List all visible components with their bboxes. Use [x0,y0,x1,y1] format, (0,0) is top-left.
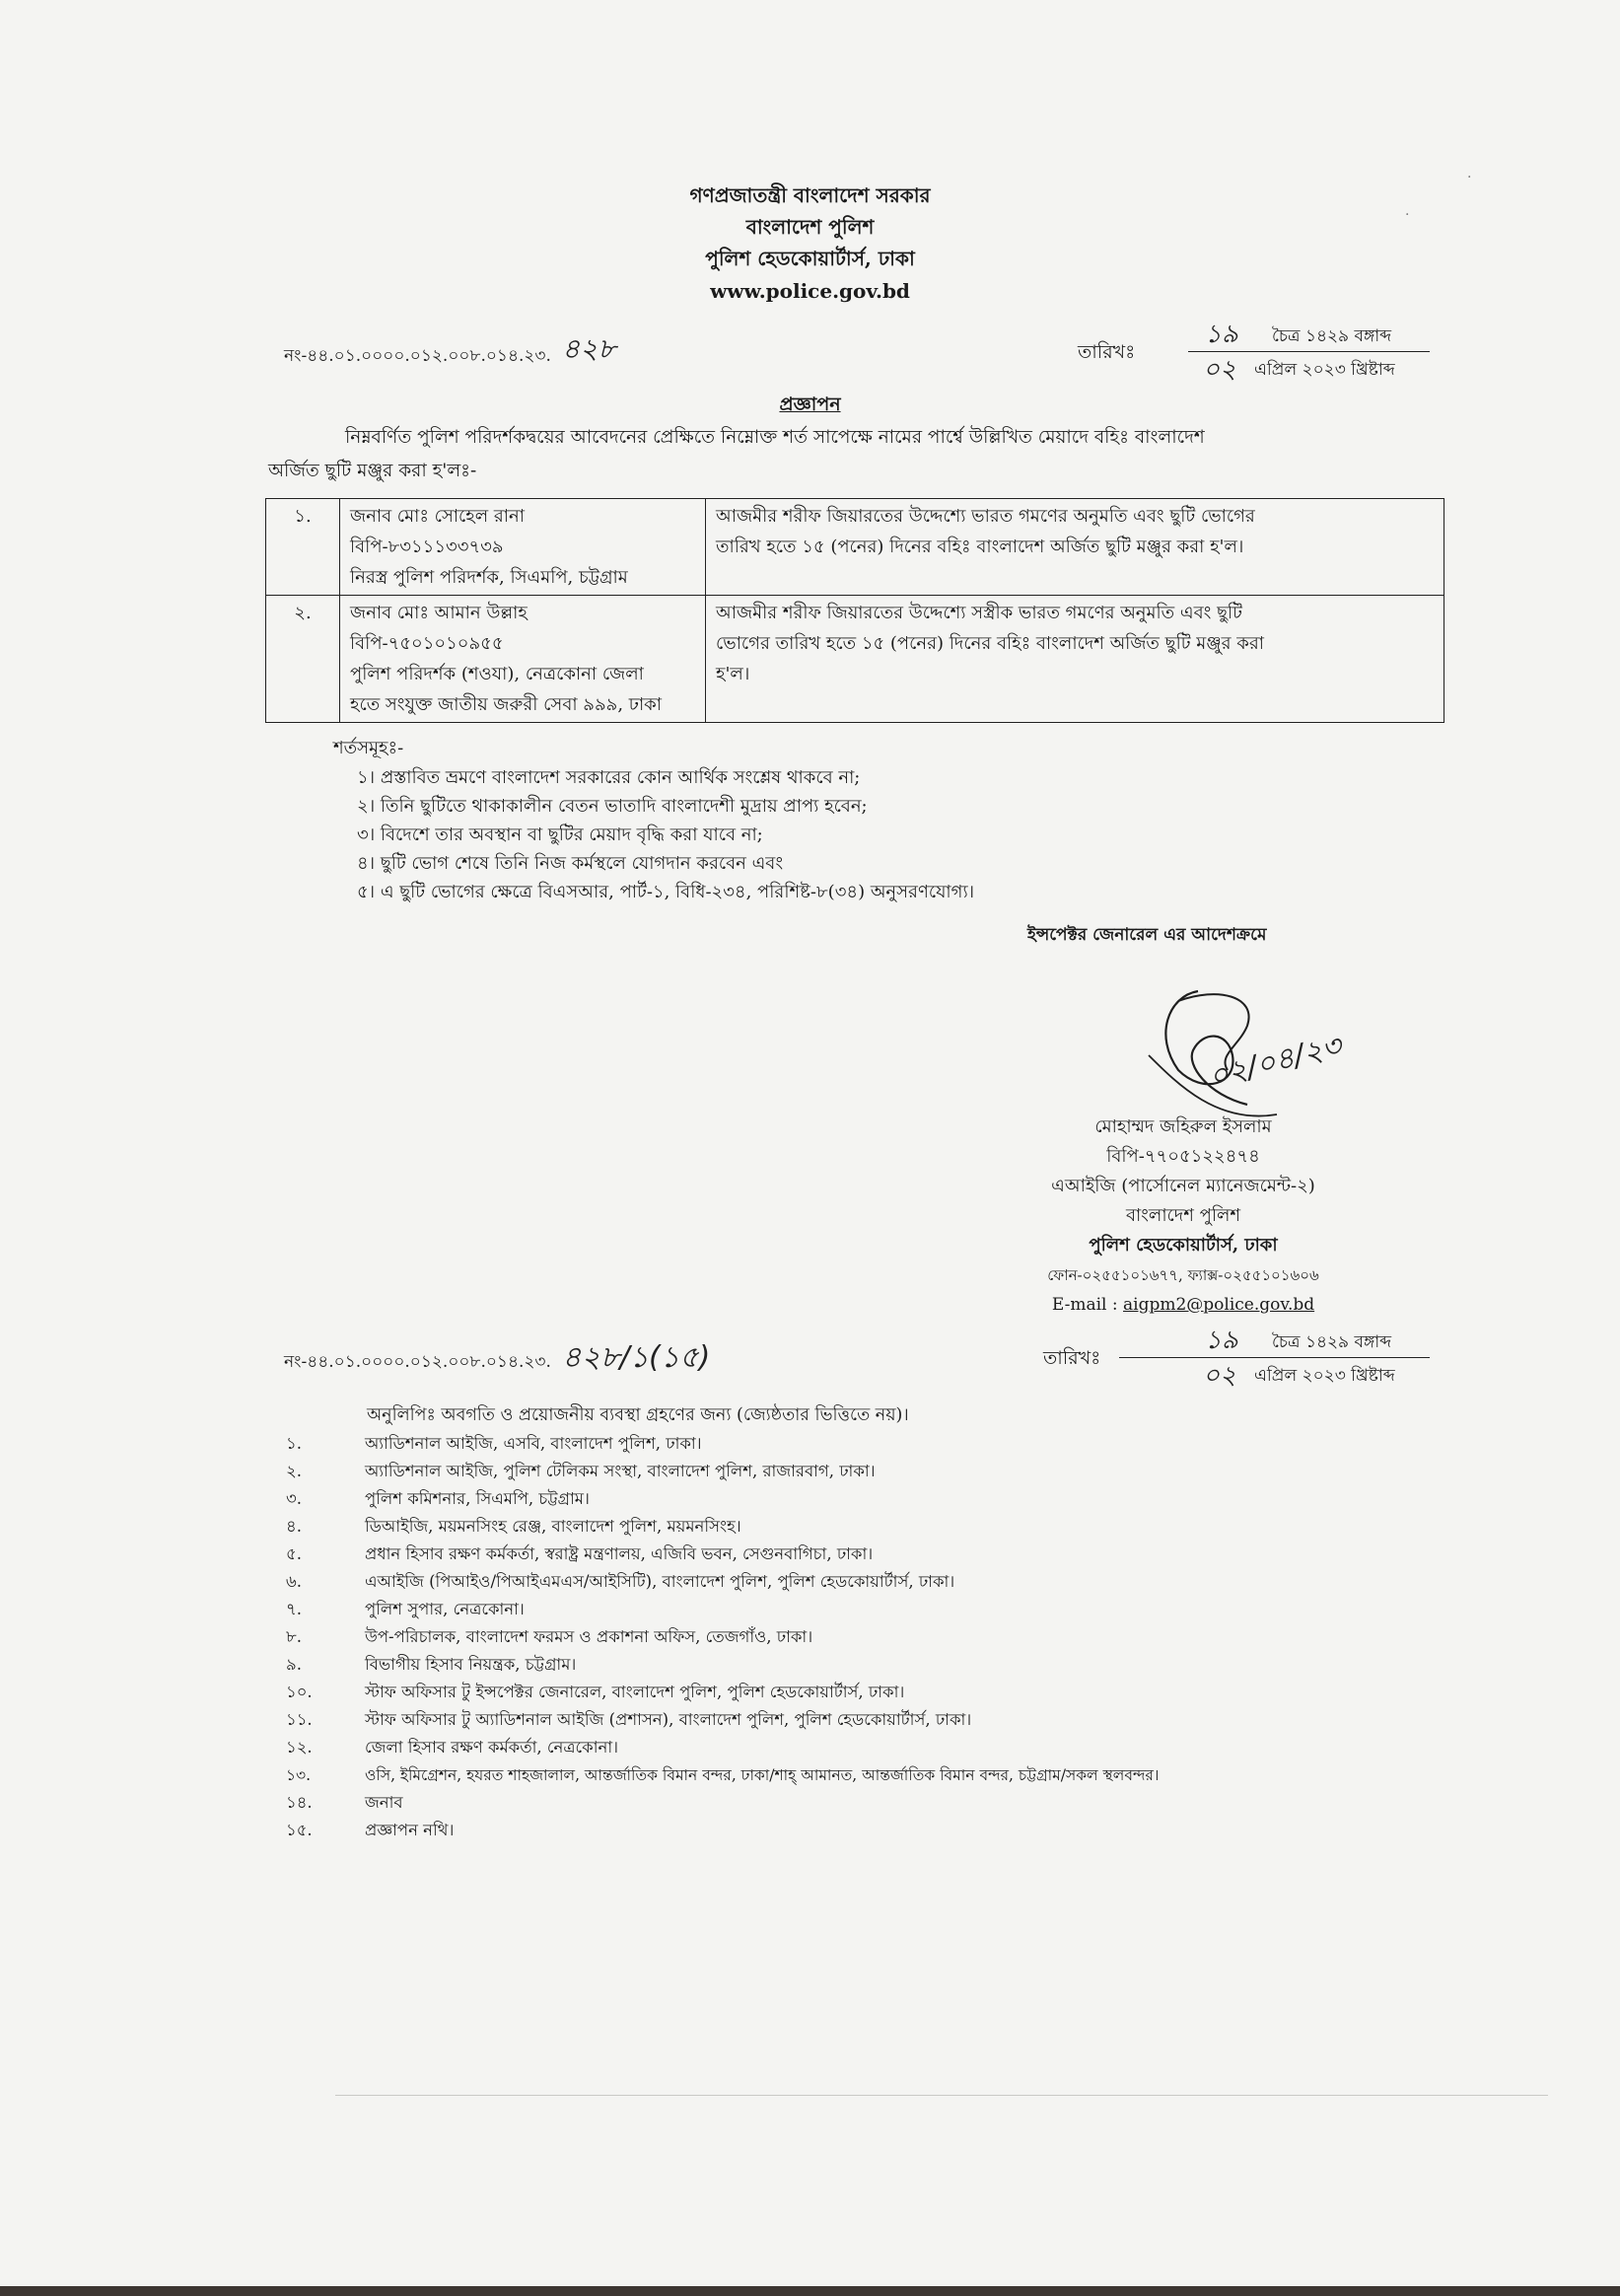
list-item-text: স্টাফ অফিসার টু ইন্সপেক্টর জেনারেল, বাংলাদেশ পুলিশ, পুলিশ হেডকোয়ার্টার্স, ঢাকা। [365,1683,905,1701]
signatory-bp: বিপি-৭৭০৫১২২৪৭৪ [1106,1146,1260,1167]
list-item-text: ডিআইজি, ময়মনসিংহ রেঞ্জ, বাংলাদেশ পুলিশ, ময়মনসিংহ। [365,1517,741,1536]
list-item-number: ২. [286,1462,302,1480]
details-line: তারিখ হতে ১৫ (পনের) দিনের বহিঃ বাংলাদেশ অর্জিত ছুটি মঞ্জুর করা হ'ল। [716,537,1244,557]
signatory-designation: এআইজি (পার্সোনেল ম্যানেজমেন্ট-২) [1051,1176,1315,1196]
list-item-text: বিভাগীয় হিসাব নিয়ন্ত্রক, চট্টগ্রাম। [365,1655,577,1674]
order-serial: ২. [266,596,340,723]
signatory-org: বাংলাদেশ পুলিশ [1125,1205,1241,1226]
list-item-number: ৫. [286,1544,302,1563]
condition-item: ৪। ছুটি ভোগ শেষে তিনি নিজ কর্মস্থলে যোগদান করবেন এবং [357,853,784,874]
order-details [706,499,1444,596]
officer-name: জনাব মোঃ সোহেল রানা [350,506,525,527]
notice-intro-line1: নিম্নবর্ণিত পুলিশ পরিদর্শকদ্বয়ের আবেদনের প্রেক্ষিতে নিম্নোক্ত শর্ত সাপেক্ষে নামের পার্শ্বে উল্লিখিত মেয়াদে বহিঃ বাংলাদেশ [345,427,1205,448]
order-details [706,596,1444,723]
signatory-email-row [1016,1290,1351,1320]
list-item-number: ১২. [286,1738,313,1757]
copy-ref-handwritten: ৪২৮/১(১৫) [562,1340,711,1375]
table-row [266,596,1444,723]
list-item [286,1817,1159,1844]
list-item [286,1623,1159,1651]
list-item [286,1734,1159,1761]
office-title: পুলিশ হেডকোয়ার্টার্স, ঢাকা [705,247,915,270]
signatory-phone: ফোন-০২৫৫১০১৬৭৭, ফ্যাক্স-০২৫৫১০১৬০৬ [1047,1266,1319,1284]
list-item-text: পুলিশ কমিশনার, সিএমপি, চট্টগ্রাম। [365,1489,590,1508]
list-item-number: ১৫. [286,1821,313,1839]
list-item-number: ৭. [286,1600,302,1618]
notice-title: প্রজ্ঞাপন [779,394,841,415]
details-line: ভোগের তারিখ হতে ১৫ (পনের) দিনের বহিঃ বাংলাদেশ অর্জিত ছুটি মঞ্জুর করা [716,633,1264,654]
details-line: আজমীর শরীফ জিয়ারতের উদ্দেশ্যে সস্ত্রীক ভারত গমণের অনুমতি এবং ছুটি [716,603,1242,623]
list-item-number: ৯. [286,1655,302,1674]
list-item-number: ১৪. [286,1793,313,1812]
officer-post: নিরস্ত্র পুলিশ পরিদর্শক, সিএমপি, চট্টগ্রাম [350,567,628,588]
memo-ref-number: নং-৪৪.০১.০০০০.০১২.০০৮.০১৪.২৩. [284,346,551,366]
list-item-number: ১১. [286,1710,313,1729]
copy-date-bangla: চৈত্র ১৪২৯ বঙ্গাব্দ [1272,1332,1392,1352]
officer-name: জনাব মোঃ আমান উল্লাহ [350,603,528,623]
scan-mark: · [1405,207,1410,223]
date-bangla: চৈত্র ১৪২৯ বঙ্গাব্দ [1272,326,1392,346]
dept-title: বাংলাদেশ পুলিশ [745,215,875,239]
scan-artifact-line [335,2095,1548,2096]
list-item-text: জেলা হিসাব রক্ষণ কর্মকর্তা, নেত্রকোনা। [365,1738,619,1757]
condition-item: ৩। বিদেশে তার অবস্থান বা ছুটির মেয়াদ বৃদ্ধি করা যাবে না; [357,825,763,845]
list-item-text: এআইজি (পিআইও/পিআইএমএস/আইসিটি), বাংলাদেশ পুলিশ, পুলিশ হেডকোয়ার্টার্স, ঢাকা। [365,1572,955,1591]
email-label: E-mail : [1051,1295,1118,1315]
date-day2-handwritten: ০২ [1203,355,1236,385]
officer-post-cont: হতে সংযুক্ত জাতীয় জরুরী সেবা ৯৯৯, ঢাকা [350,694,662,715]
leave-orders-table [265,498,1444,723]
govt-title: গণপ্রজাতন্ত্রী বাংলাদেশ সরকার [689,183,931,207]
website-link[interactable]: www.police.gov.bd [710,279,910,303]
memo-ref-handwritten: ৪২৮ [562,332,616,365]
list-item [286,1485,1159,1513]
list-item-text: উপ-পরিচালক, বাংলাদেশ ফরমস ও প্রকাশনা অফিস, তেজগাঁও, ঢাকা। [365,1627,813,1646]
details-line: আজমীর শরীফ জিয়ারতের উদ্দেশ্যে ভারত গমণের অনুমতি এবং ছুটি ভোগের [716,506,1255,527]
officer-bp: বিপি-৮৩১১১৩৩৭৩৯ [350,537,504,557]
date-day-handwritten: ১৯ [1205,320,1238,349]
copy-to-heading: অনুলিপিঃ অবগতি ও প্রয়োজনীয় ব্যবস্থা গ্রহণের জন্য (জ্যেষ্ঠতার ভিত্তিতে নয়)। [367,1405,909,1425]
list-item [286,1541,1159,1568]
copy-date-label: তারিখঃ [1043,1347,1101,1369]
date-english: এপ্রিল ২০২৩ খ্রিষ্টাব্দ [1254,360,1395,380]
condition-item: ১। প্রস্তাবিত ভ্রমণে বাংলাদেশ সরকারের কোন আর্থিক সংশ্লেষ থাকবে না; [357,767,861,788]
order-officer [340,596,706,723]
list-item [286,1706,1159,1734]
copy-date-english: এপ্রিল ২০২৩ খ্রিষ্টাব্দ [1254,1366,1395,1386]
list-item-number: ৬. [286,1572,302,1591]
order-authority-line: ইন্সপেক্টর জেনারেল এর আদেশক্রমে [1027,925,1267,945]
list-item [286,1679,1159,1706]
scan-mark: · [1467,170,1472,185]
list-item-number: ১০. [286,1683,313,1701]
officer-post: পুলিশ পরিদর্শক (শওযা), নেত্রকোনা জেলা [350,664,644,684]
list-item [286,1596,1159,1623]
email-link[interactable]: aigpm2@police.gov.bd [1123,1295,1315,1315]
list-item-number: ৩. [286,1489,302,1508]
condition-item: ৫। এ ছুটি ভোগের ক্ষেত্রে বিএসআর, পার্ট-১, বিধি-২৩৪, পরিশিষ্ট-৮(৩৪) অনুসরণযোগ্য। [357,882,975,902]
copy-date-divider [1119,1357,1430,1358]
copy-date-day2-handwritten: ০২ [1203,1361,1236,1391]
order-serial: ১. [266,499,340,596]
copy-date-day-handwritten: ১৯ [1205,1326,1238,1355]
list-item-text: প্রজ্ঞাপন নথি। [365,1821,455,1839]
list-item [286,1513,1159,1541]
details-line: হ'ল। [716,664,750,684]
officer-bp: বিপি-৭৫০১০১০৯৫৫ [350,633,504,654]
list-item-text: অ্যাডিশনাল আইজি, পুলিশ টেলিকম সংস্থা, বাংলাদেশ পুলিশ, রাজারবাগ, ঢাকা। [365,1462,876,1480]
list-item-text: প্রধান হিসাব রক্ষণ কর্মকর্তা, স্বরাষ্ট্র মন্ত্রণালয়, এজিবি ভবন, সেগুনবাগিচা, ঢাকা। [365,1544,874,1563]
list-item [286,1651,1159,1679]
list-item [286,1458,1159,1485]
conditions-list [357,763,974,906]
copy-ref-number: নং-৪৪.০১.০০০০.০১২.০০৮.০১৪.২৩. [284,1352,551,1372]
list-item [286,1568,1159,1596]
list-item-number: ১. [286,1434,302,1453]
order-officer [340,499,706,596]
copy-to-list [286,1430,1159,1844]
list-item-number: ১৩. [286,1766,312,1784]
notice-intro-line2: অর্জিত ছুটি মঞ্জুর করা হ'লঃ- [268,461,477,481]
list-item-text: জনাব [365,1793,403,1812]
table-row [266,499,1444,596]
signatory-block [1016,1112,1351,1320]
list-item [286,1789,1159,1817]
list-item-text: পুলিশ সুপার, নেত্রকোনা। [365,1600,525,1618]
signatory-office: পুলিশ হেডকোয়ার্টার্স, ঢাকা [1089,1235,1278,1256]
condition-item: ২। তিনি ছুটিতে থাকাকালীন বেতন ভাতাদি বাংলাদেশী মুদ্রায় প্রাপ্য হবেন; [357,796,868,817]
conditions-heading: শর্তসমূহঃ- [333,738,404,758]
list-item-text: স্টাফ অফিসার টু অ্যাডিশনাল আইজি (প্রশাসন), বাংলাদেশ পুলিশ, পুলিশ হেডকোয়ার্টার্স, ঢাকা। [365,1710,972,1729]
list-item-text: ওসি, ইমিগ্রেশন, হযরত শাহজালাল, আন্তর্জাতিক বিমান বন্দর, ঢাকা/শাহ্ আমানত, আন্তর্জাতিক বিমান বন্দর, চট্টগ্রাম/সকল স্থলবন্দর। [365,1766,1160,1784]
signatory-name: মোহাম্মদ জহিরুল ইসলাম [1094,1116,1272,1137]
signature-date-handwritten: ০২/০৪/২৩ [1205,1028,1346,1096]
list-item [286,1761,1159,1789]
list-item [286,1430,1159,1458]
scan-edge-band [0,2286,1620,2296]
list-item-number: ৪. [286,1517,302,1536]
list-item-number: ৮. [286,1627,302,1646]
date-label: তারিখঃ [1078,341,1136,363]
list-item-text: অ্যাডিশনাল আইজি, এসবি, বাংলাদেশ পুলিশ, ঢাকা। [365,1434,702,1453]
